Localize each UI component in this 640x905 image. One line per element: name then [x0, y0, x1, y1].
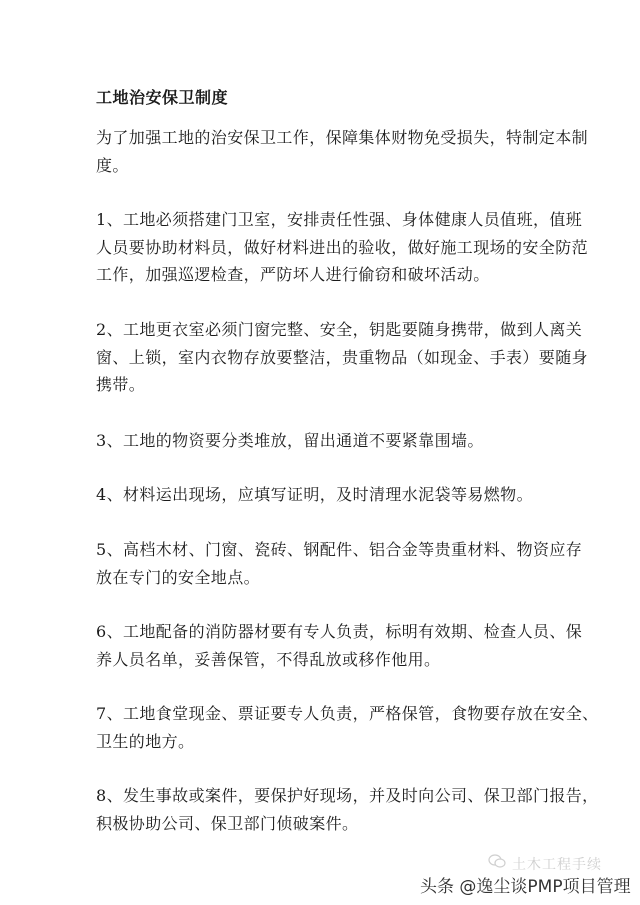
paragraph-line: 1、工地必须搭建门卫室，安排责任性强、身体健康人员值班，值班: [96, 210, 583, 229]
source-watermark: 头条 @逸尘谈PMP项目管理: [420, 877, 631, 897]
rule-item-4: [96, 481, 560, 509]
paragraph-line: 5、高档木材、门窗、瓷砖、钢配件、铝合金等贵重材料、物资应存: [96, 540, 583, 559]
rule-item-7: [96, 700, 599, 755]
paragraph-line: 2、工地更衣室必须门窗完整、安全，钥匙要随身携带，做到人离关: [96, 320, 583, 339]
paragraph-line: 养人员名单，妥善保管，不得乱放或移作他用。: [96, 649, 441, 669]
rule-item-3: [96, 427, 560, 455]
paragraph-line: 度。: [96, 155, 129, 175]
paragraph-line: 人员要协助材料员，做好材料进出的验收，做好施工现场的安全防范: [96, 237, 589, 257]
paragraph-line: 4、材料运出现场，应填写证明，及时清理水泥袋等易燃物。: [96, 485, 533, 504]
background-watermark: 土木工程手续: [512, 857, 602, 873]
paragraph-line: 携带。: [96, 375, 146, 394]
paragraph-line: 3、工地的物资要分类堆放，留出通道不要紧靠围墙。: [96, 431, 484, 450]
rule-item-1: [96, 206, 589, 289]
wechat-icon: [488, 853, 506, 869]
paragraph-line: 8、发生事故或案件，要保护好现场，并及时向公司、保卫部门报告，: [96, 786, 599, 805]
paragraph-line: 为了加强工地的治安保卫工作，保障集体财物免受损失，特制定本制: [96, 128, 589, 147]
intro-paragraph: [96, 124, 589, 179]
document-title: 工地治安保卫制度: [96, 88, 229, 107]
paragraph-line: 7、工地食堂现金、票证要专人负责，严格保管，食物要存放在安全、: [96, 704, 599, 723]
paragraph-line: 6、工地配备的消防器材要有专人负责，标明有效期、检查人员、保: [96, 622, 583, 641]
paragraph-line: 积极协助公司、保卫部门侦破案件。: [96, 813, 359, 833]
paragraph-line: 放在专门的安全地点。: [96, 567, 261, 587]
rule-item-8: [96, 782, 599, 837]
paragraph-line: 卫生的地方。: [96, 731, 195, 751]
paragraph-line: 工作，加强巡逻检查，严防坏人进行偷窃和破坏活动。: [96, 265, 490, 284]
paragraph-line: 窗、上锁，室内衣物存放要整洁，贵重物品（如现金、手表）要随身: [96, 347, 589, 367]
rule-item-5: [96, 536, 583, 591]
rule-item-6: [96, 618, 583, 673]
rule-item-2: [96, 316, 589, 399]
